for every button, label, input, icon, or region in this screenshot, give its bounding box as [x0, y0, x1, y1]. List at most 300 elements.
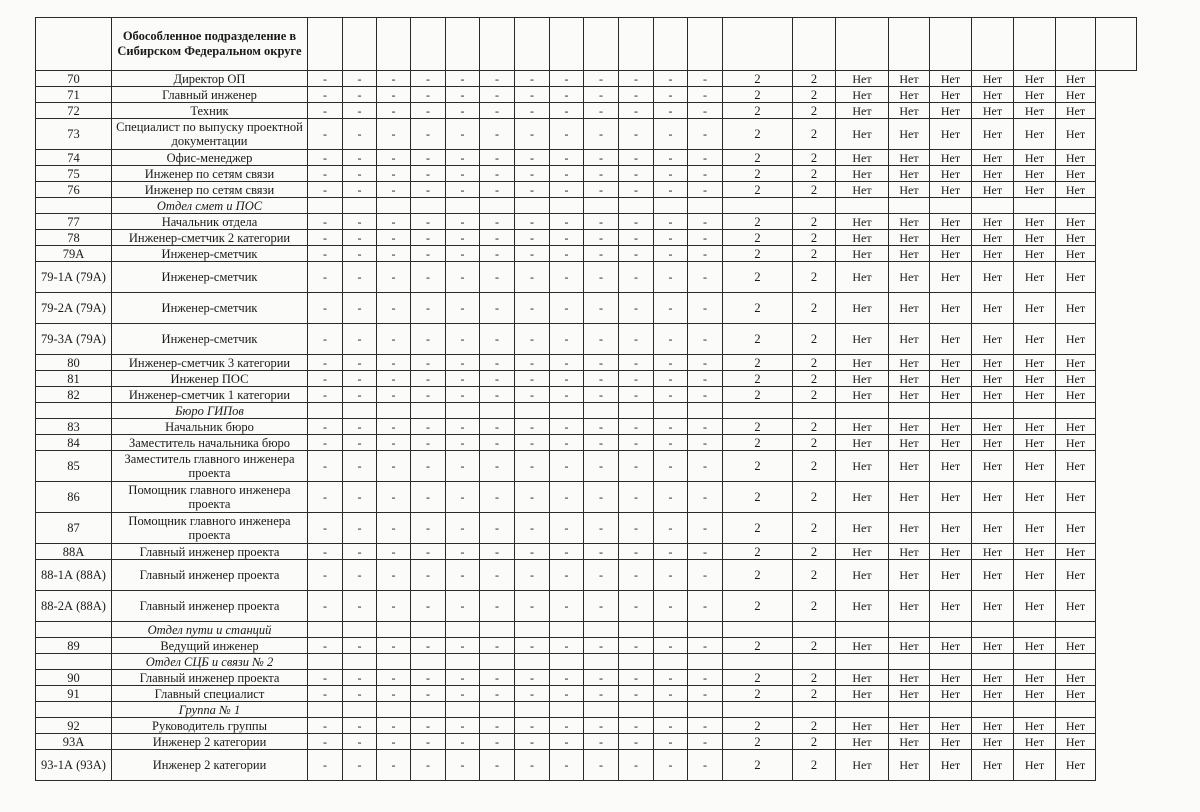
dash-cell: -: [480, 262, 515, 293]
dash-cell: -: [480, 670, 515, 686]
value-cell: 2: [723, 230, 793, 246]
position-name: Техник: [112, 103, 308, 119]
dash-cell: -: [446, 686, 480, 702]
dash-cell: -: [411, 513, 446, 544]
no-cell: Нет: [972, 560, 1014, 591]
no-cell: Нет: [1056, 103, 1096, 119]
no-cell: Нет: [836, 435, 889, 451]
dash-cell: -: [480, 324, 515, 355]
dash-cell: -: [688, 560, 723, 591]
no-cell: Нет: [930, 482, 972, 513]
empty-cell: [411, 198, 446, 214]
dash-cell: -: [308, 544, 343, 560]
dash-cell: -: [515, 544, 550, 560]
dash-cell: -: [654, 734, 688, 750]
dash-cell: -: [550, 560, 584, 591]
row-number: 89: [36, 638, 112, 654]
dash-cell: -: [515, 262, 550, 293]
position-name: Ведущий инженер: [112, 638, 308, 654]
position-name: Заместитель главного инженера проекта: [112, 451, 308, 482]
dash-cell: -: [411, 734, 446, 750]
no-cell: Нет: [836, 71, 889, 87]
dash-cell: -: [411, 387, 446, 403]
dash-cell: -: [377, 638, 411, 654]
empty-cell: [889, 403, 930, 419]
dash-cell: -: [688, 686, 723, 702]
dash-cell: -: [480, 293, 515, 324]
dash-cell: -: [688, 544, 723, 560]
dash-cell: -: [515, 166, 550, 182]
empty-cell: [793, 198, 836, 214]
no-cell: Нет: [930, 387, 972, 403]
position-name: Помощник главного инженера проекта: [112, 513, 308, 544]
dash-cell: -: [411, 166, 446, 182]
dash-cell: -: [584, 513, 619, 544]
empty-cell: [1056, 622, 1096, 638]
dash-cell: -: [619, 750, 654, 781]
dash-cell: -: [654, 435, 688, 451]
empty-cell: [377, 702, 411, 718]
section-title: Отдел пути и станций: [112, 622, 308, 638]
dash-cell: -: [550, 638, 584, 654]
no-cell: Нет: [889, 103, 930, 119]
staff-table-body: [36, 18, 1137, 781]
dash-cell: -: [619, 451, 654, 482]
no-cell: Нет: [889, 214, 930, 230]
dash-cell: -: [446, 387, 480, 403]
empty-cell: [793, 654, 836, 670]
no-cell: Нет: [1056, 750, 1096, 781]
dash-cell: -: [584, 451, 619, 482]
dash-cell: -: [688, 718, 723, 734]
dash-cell: -: [584, 103, 619, 119]
dash-cell: -: [480, 686, 515, 702]
dash-cell: -: [343, 262, 377, 293]
table-row: [36, 638, 1137, 654]
dash-cell: -: [411, 482, 446, 513]
empty-cell: [550, 654, 584, 670]
no-cell: Нет: [1056, 262, 1096, 293]
value-cell: 2: [723, 750, 793, 781]
empty-cell: [688, 403, 723, 419]
table-row: [36, 387, 1137, 403]
no-cell: Нет: [889, 544, 930, 560]
dash-cell: -: [584, 230, 619, 246]
value-cell: 2: [793, 355, 836, 371]
dash-cell: -: [480, 103, 515, 119]
no-cell: Нет: [836, 482, 889, 513]
dash-cell: -: [343, 482, 377, 513]
empty-cell: [1014, 403, 1056, 419]
no-cell: Нет: [1014, 686, 1056, 702]
no-cell: Нет: [836, 718, 889, 734]
dash-cell: -: [515, 670, 550, 686]
no-cell: Нет: [1056, 387, 1096, 403]
dash-cell: -: [688, 324, 723, 355]
dash-cell: -: [377, 435, 411, 451]
value-cell: 2: [793, 451, 836, 482]
empty-cell: [1056, 654, 1096, 670]
dash-cell: -: [550, 482, 584, 513]
no-cell: Нет: [1014, 150, 1056, 166]
no-cell: Нет: [1014, 387, 1056, 403]
no-cell: Нет: [1014, 71, 1056, 87]
dash-cell: -: [584, 482, 619, 513]
no-cell: Нет: [972, 355, 1014, 371]
dash-cell: -: [688, 246, 723, 262]
no-cell: Нет: [1014, 435, 1056, 451]
dash-cell: -: [377, 513, 411, 544]
no-cell: Нет: [930, 230, 972, 246]
dash-cell: -: [480, 87, 515, 103]
dash-cell: -: [446, 544, 480, 560]
empty-cell: [515, 403, 550, 419]
position-name: Инженер-сметчик: [112, 293, 308, 324]
dash-cell: -: [584, 150, 619, 166]
dash-cell: -: [584, 387, 619, 403]
no-cell: Нет: [836, 214, 889, 230]
dash-cell: -: [619, 87, 654, 103]
no-cell: Нет: [930, 734, 972, 750]
row-number: 91: [36, 686, 112, 702]
position-name: Инженер-сметчик: [112, 246, 308, 262]
row-number: [36, 198, 112, 214]
dash-cell: -: [308, 750, 343, 781]
empty-cell: [308, 198, 343, 214]
row-number: 72: [36, 103, 112, 119]
dash-cell: -: [308, 638, 343, 654]
position-name: Инженер-сметчик: [112, 262, 308, 293]
empty-cell: [619, 198, 654, 214]
value-cell: 2: [793, 734, 836, 750]
dash-cell: -: [654, 513, 688, 544]
no-cell: Нет: [836, 513, 889, 544]
dash-cell: -: [480, 246, 515, 262]
value-cell: 2: [793, 71, 836, 87]
dash-cell: -: [515, 230, 550, 246]
empty-cell: [446, 198, 480, 214]
dash-cell: -: [550, 103, 584, 119]
no-cell: Нет: [889, 119, 930, 150]
dash-cell: -: [411, 71, 446, 87]
value-cell: 2: [723, 718, 793, 734]
position-name: Главный инженер проекта: [112, 591, 308, 622]
dash-cell: -: [619, 419, 654, 435]
section-title: Отдел СЦБ и связи № 2: [112, 654, 308, 670]
dash-cell: -: [654, 166, 688, 182]
value-cell: 2: [793, 87, 836, 103]
dash-cell: -: [377, 355, 411, 371]
table-row: [36, 71, 1137, 87]
dash-cell: -: [343, 560, 377, 591]
dash-cell: -: [619, 718, 654, 734]
dash-cell: -: [584, 87, 619, 103]
dash-cell: -: [377, 419, 411, 435]
dash-cell: -: [446, 182, 480, 198]
empty-cell: [446, 403, 480, 419]
dash-cell: -: [584, 544, 619, 560]
empty-cell: [377, 403, 411, 419]
dash-cell: -: [550, 371, 584, 387]
dash-cell: -: [377, 734, 411, 750]
dash-cell: -: [654, 324, 688, 355]
dash-cell: -: [550, 670, 584, 686]
empty-cell: [446, 622, 480, 638]
empty-cell: [377, 198, 411, 214]
no-cell: Нет: [972, 293, 1014, 324]
table-row: [36, 103, 1137, 119]
dash-cell: -: [584, 718, 619, 734]
dash-cell: -: [308, 435, 343, 451]
empty-cell: [654, 198, 688, 214]
no-cell: Нет: [889, 150, 930, 166]
dash-cell: -: [515, 246, 550, 262]
dash-cell: -: [654, 591, 688, 622]
dash-cell: -: [411, 686, 446, 702]
dash-cell: -: [688, 119, 723, 150]
dash-cell: -: [308, 560, 343, 591]
dash-cell: -: [446, 103, 480, 119]
no-cell: Нет: [836, 87, 889, 103]
empty-cell: [723, 702, 793, 718]
table-row: [36, 293, 1137, 324]
empty-cell: [446, 654, 480, 670]
table-row: [36, 119, 1137, 150]
dash-cell: -: [550, 150, 584, 166]
no-cell: Нет: [836, 371, 889, 387]
dash-cell: -: [480, 513, 515, 544]
row-number: 92: [36, 718, 112, 734]
value-cell: 2: [793, 686, 836, 702]
dash-cell: -: [446, 482, 480, 513]
dash-cell: -: [343, 544, 377, 560]
no-cell: Нет: [972, 150, 1014, 166]
no-cell: Нет: [836, 103, 889, 119]
dash-cell: -: [446, 324, 480, 355]
no-cell: Нет: [1056, 87, 1096, 103]
table-row: [36, 560, 1137, 591]
value-cell: 2: [793, 560, 836, 591]
dash-cell: -: [446, 87, 480, 103]
dash-cell: -: [515, 419, 550, 435]
dash-cell: -: [343, 103, 377, 119]
dash-cell: -: [377, 591, 411, 622]
dash-cell: -: [377, 718, 411, 734]
value-cell: 2: [723, 544, 793, 560]
dash-cell: -: [619, 182, 654, 198]
dash-cell: -: [411, 324, 446, 355]
no-cell: Нет: [836, 387, 889, 403]
dash-cell: -: [343, 355, 377, 371]
no-cell: Нет: [889, 419, 930, 435]
position-name: Инженер-сметчик 1 категории: [112, 387, 308, 403]
empty-cell: [584, 654, 619, 670]
no-cell: Нет: [1014, 419, 1056, 435]
empty-cell: [343, 403, 377, 419]
dash-cell: -: [446, 150, 480, 166]
dash-cell: -: [446, 750, 480, 781]
empty-cell: [1014, 702, 1056, 718]
table-row: [36, 182, 1137, 198]
no-cell: Нет: [889, 246, 930, 262]
dash-cell: -: [377, 544, 411, 560]
no-cell: Нет: [836, 750, 889, 781]
dash-cell: -: [411, 638, 446, 654]
empty-cell: [889, 702, 930, 718]
dash-cell: -: [308, 230, 343, 246]
table-row: [36, 150, 1137, 166]
dash-cell: -: [411, 451, 446, 482]
dash-cell: -: [446, 262, 480, 293]
dash-cell: -: [584, 419, 619, 435]
section-row: [36, 702, 1137, 718]
no-cell: Нет: [972, 513, 1014, 544]
value-cell: 2: [793, 324, 836, 355]
position-name: Главный инженер проекта: [112, 544, 308, 560]
value-cell: 2: [723, 686, 793, 702]
value-cell: 2: [723, 150, 793, 166]
dash-cell: -: [619, 214, 654, 230]
no-cell: Нет: [972, 87, 1014, 103]
dash-cell: -: [343, 371, 377, 387]
empty-cell: [972, 622, 1014, 638]
empty-cell: [836, 654, 889, 670]
dash-cell: -: [584, 435, 619, 451]
no-cell: Нет: [1056, 246, 1096, 262]
dash-cell: -: [480, 182, 515, 198]
empty-cell: [1014, 654, 1056, 670]
empty-cell: [723, 654, 793, 670]
dash-cell: -: [411, 750, 446, 781]
empty-cell: [688, 654, 723, 670]
dash-cell: -: [550, 293, 584, 324]
dash-cell: -: [550, 214, 584, 230]
no-cell: Нет: [1056, 71, 1096, 87]
no-cell: Нет: [1056, 591, 1096, 622]
empty-cell: [654, 403, 688, 419]
no-cell: Нет: [972, 670, 1014, 686]
dash-cell: -: [308, 670, 343, 686]
value-cell: 2: [723, 214, 793, 230]
dash-cell: -: [308, 166, 343, 182]
dash-cell: -: [654, 451, 688, 482]
dash-cell: -: [688, 451, 723, 482]
empty-cell: [308, 403, 343, 419]
dash-cell: -: [446, 638, 480, 654]
empty-cell: [411, 622, 446, 638]
no-cell: Нет: [836, 544, 889, 560]
dash-cell: -: [515, 87, 550, 103]
dash-cell: -: [515, 371, 550, 387]
no-cell: Нет: [889, 293, 930, 324]
value-cell: 2: [793, 214, 836, 230]
row-number: [36, 654, 112, 670]
dash-cell: -: [688, 387, 723, 403]
position-name: Инженер по сетям связи: [112, 166, 308, 182]
value-cell: 2: [723, 734, 793, 750]
dash-cell: -: [377, 150, 411, 166]
empty-cell: [480, 622, 515, 638]
no-cell: Нет: [836, 686, 889, 702]
dash-cell: -: [377, 166, 411, 182]
dash-cell: -: [480, 387, 515, 403]
dash-cell: -: [343, 750, 377, 781]
dash-cell: -: [446, 166, 480, 182]
dash-cell: -: [446, 435, 480, 451]
no-cell: Нет: [1056, 150, 1096, 166]
position-name: Офис-менеджер: [112, 150, 308, 166]
row-number: 88А: [36, 544, 112, 560]
empty-cell: [480, 403, 515, 419]
no-cell: Нет: [972, 262, 1014, 293]
no-cell: Нет: [889, 324, 930, 355]
no-cell: Нет: [836, 638, 889, 654]
dash-cell: -: [654, 482, 688, 513]
dash-cell: -: [446, 419, 480, 435]
dash-cell: -: [308, 482, 343, 513]
empty-cell: [972, 654, 1014, 670]
dash-cell: -: [343, 419, 377, 435]
position-name: Главный специалист: [112, 686, 308, 702]
no-cell: Нет: [972, 734, 1014, 750]
dash-cell: -: [619, 560, 654, 591]
dash-cell: -: [688, 214, 723, 230]
no-cell: Нет: [889, 355, 930, 371]
no-cell: Нет: [1014, 166, 1056, 182]
dash-cell: -: [515, 734, 550, 750]
value-cell: 2: [793, 638, 836, 654]
dash-cell: -: [411, 262, 446, 293]
empty-cell: [930, 654, 972, 670]
row-number: 73: [36, 119, 112, 150]
value-cell: 2: [793, 670, 836, 686]
no-cell: Нет: [889, 734, 930, 750]
dash-cell: -: [343, 451, 377, 482]
empty-cell: [836, 403, 889, 419]
no-cell: Нет: [930, 686, 972, 702]
empty-cell: [793, 622, 836, 638]
dash-cell: -: [619, 670, 654, 686]
row-number: 78: [36, 230, 112, 246]
dash-cell: -: [654, 119, 688, 150]
empty-cell: [1056, 198, 1096, 214]
dash-cell: -: [688, 166, 723, 182]
no-cell: Нет: [972, 686, 1014, 702]
dash-cell: -: [584, 591, 619, 622]
empty-cell: [411, 702, 446, 718]
row-number: 93А: [36, 734, 112, 750]
dash-cell: -: [654, 670, 688, 686]
no-cell: Нет: [930, 560, 972, 591]
dash-cell: -: [308, 419, 343, 435]
dash-cell: -: [343, 230, 377, 246]
empty-cell: [619, 654, 654, 670]
position-name: Главный инженер: [112, 87, 308, 103]
dash-cell: -: [343, 670, 377, 686]
no-cell: Нет: [1014, 638, 1056, 654]
dash-cell: -: [377, 750, 411, 781]
no-cell: Нет: [836, 246, 889, 262]
dash-cell: -: [550, 387, 584, 403]
dash-cell: -: [446, 119, 480, 150]
table-row: [36, 686, 1137, 702]
dash-cell: -: [308, 387, 343, 403]
value-cell: 2: [723, 293, 793, 324]
no-cell: Нет: [1014, 670, 1056, 686]
empty-cell: [930, 198, 972, 214]
dash-cell: -: [584, 166, 619, 182]
dash-cell: -: [515, 560, 550, 591]
